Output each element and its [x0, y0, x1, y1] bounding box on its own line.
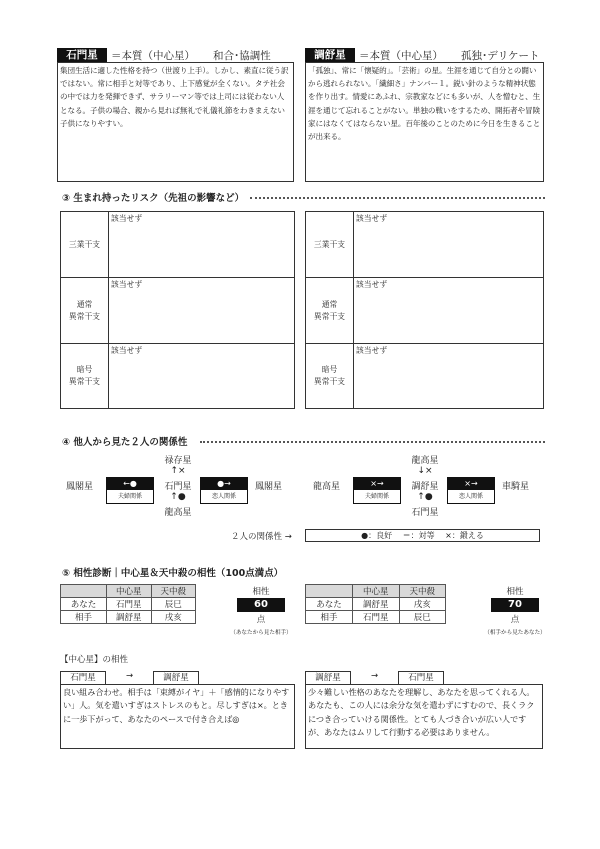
star-meaning: ＝本質（中心星） — [111, 49, 195, 62]
star-header-1 — [57, 48, 271, 62]
star-header-2 — [305, 48, 540, 62]
compat-col-header: 天中殺 — [399, 585, 446, 598]
relation-bottom-star: 石門星 — [411, 508, 439, 518]
spouse-relation-box — [106, 477, 154, 504]
risk-label-line: 異常干支 — [68, 377, 101, 386]
lover-relation-box — [447, 477, 495, 504]
risk-label — [61, 344, 109, 409]
center-compat-box — [60, 684, 295, 749]
risk-label-line: 通常 — [321, 299, 338, 309]
risk-row — [61, 212, 295, 278]
compat-table-1 — [60, 584, 196, 624]
compat-tenchusatsu: 戌亥 — [399, 598, 446, 611]
compat-row — [306, 598, 446, 611]
score-label: 相性 — [252, 587, 270, 597]
score-value: 70 — [491, 598, 539, 612]
compat-score-2 — [480, 585, 550, 636]
star-description-box — [57, 62, 294, 182]
compat-who: 相手 — [61, 611, 107, 624]
center-compat-text: 少々難しい性格のあなたを理解し、あなたを思ってくれる人。あなたも、この人には余分な気を遣わずにすむので、長くラクにつき合っていける関係性。とても人づき合いが広い人ですが、あなたはムリして行動する必要はありません。 — [308, 687, 535, 738]
relation-top-arrow: ↓× — [417, 466, 433, 476]
risk-table-1 — [60, 211, 295, 409]
to-star-tag: 調舒星 — [153, 671, 199, 684]
star-trait: 和合･協調性 — [213, 49, 271, 62]
compat-row — [306, 611, 446, 624]
relation-bottom-arrow: ↑● — [417, 492, 433, 502]
compat-header-row — [61, 585, 196, 598]
risk-label: 三業干支 — [306, 212, 354, 278]
relation-right-star: 鳳閣星 — [255, 482, 283, 492]
compat-header-row — [306, 585, 446, 598]
relation-bottom-arrow: ↑● — [170, 492, 186, 502]
risk-value: 該当せず — [109, 344, 295, 409]
risk-label-line: 異常干支 — [313, 311, 346, 321]
compat-who: あなた — [61, 598, 107, 611]
relation-center-star: 石門星 — [164, 482, 192, 492]
lover-relation-symbol: ×→ — [448, 478, 494, 490]
score-note: （相手から見たあなた） — [484, 630, 546, 636]
risk-value: 該当せず — [354, 212, 544, 278]
compat-star: 調舒星 — [353, 598, 400, 611]
spouse-relation-label: 夫婦関係 — [117, 493, 142, 500]
compat-col-header: 中心星 — [353, 585, 400, 598]
compat-tenchusatsu: 辰巳 — [399, 611, 446, 624]
star-description: 「孤独」、常に「懐疑的」。「芸術」の星。生涯を通じて自分との闘いから逃れられない。「繊細さ」ナンバー１。鋭い針のような精神状態を作り出す。情愛にあふれ、宗教家などにも多いが、人を憎むと、生涯を通じて忘れることがない。単独の戦いをするため、開拓者や冒険家にはなくてはならない星。百年後のことのために今日を生きることが出来る。 — [308, 66, 541, 142]
compat-corner — [61, 585, 107, 598]
risk-row — [306, 344, 544, 409]
spouse-relation-box — [353, 477, 401, 504]
relation-center-star: 調舒星 — [411, 482, 439, 492]
dotted-divider — [250, 197, 545, 199]
risk-label — [306, 344, 354, 409]
risk-row — [306, 278, 544, 344]
score-label: 相性 — [506, 587, 524, 597]
from-star-tag: 調舒星 — [305, 671, 351, 684]
risk-label-line: 暗号 — [76, 365, 93, 374]
risk-label-line: 異常干支 — [68, 311, 101, 321]
risk-value: 該当せず — [354, 344, 544, 409]
compat-score-1 — [226, 585, 296, 636]
compat-corner — [306, 585, 353, 598]
risk-table-2 — [305, 211, 544, 409]
spouse-relation-symbol: ←● — [107, 478, 153, 490]
compat-row — [61, 598, 196, 611]
risk-row — [306, 212, 544, 278]
spouse-relation-symbol: ×→ — [354, 478, 400, 490]
section-heading-compat: ⑤ 相性診断｜中心星＆天中殺の相性（100点満点） — [62, 568, 284, 579]
risk-label: 三業干支 — [61, 212, 109, 278]
compat-star: 調舒星 — [107, 611, 152, 624]
compat-star: 石門星 — [353, 611, 400, 624]
risk-label — [306, 278, 354, 344]
section-heading-relation: ④ 他人から見た２人の関係性 — [62, 437, 188, 448]
compat-table-2 — [305, 584, 446, 624]
compat-arrow: → — [126, 671, 134, 681]
center-compat-box — [305, 684, 543, 749]
dotted-divider — [200, 441, 545, 443]
star-meaning: ＝本質（中心星） — [359, 49, 443, 62]
risk-label-line: 暗号 — [321, 365, 338, 374]
score-unit: 点 — [256, 615, 266, 625]
risk-row — [61, 344, 295, 409]
center-compat-text: 良い組み合わせ。相手は「束縛がイヤ」＋「感情的になりやすい」人。気を遣いすぎはストレスのもと。尽しすぎは×。ときに一歩下がって、あなたのペースで付き合えば◎ — [63, 687, 290, 724]
star-name: 石門星 — [57, 48, 107, 62]
lover-relation-symbol: ●→ — [201, 478, 247, 490]
section-heading-risk: ③ 生まれ持ったリスク（先祖の影響など） — [62, 193, 245, 204]
risk-value: 該当せず — [109, 278, 295, 344]
score-value: 60 — [237, 598, 285, 612]
star-name: 調舒星 — [305, 48, 355, 62]
compat-who: あなた — [306, 598, 353, 611]
lover-relation-label: 恋人関係 — [458, 493, 483, 500]
relation-left-star: 龍高星 — [313, 482, 341, 492]
lover-relation-box — [200, 477, 248, 504]
compat-tenchusatsu: 辰巳 — [151, 598, 196, 611]
compat-col-header: 中心星 — [107, 585, 152, 598]
legend-label: ２人の関係性 → — [231, 532, 292, 542]
compat-row — [61, 611, 196, 624]
compat-arrow: → — [371, 671, 379, 681]
risk-value: 該当せず — [354, 278, 544, 344]
risk-label — [61, 278, 109, 344]
center-compat-title: 【中心星】の相性 — [60, 655, 129, 665]
to-star-tag: 石門星 — [398, 671, 444, 684]
from-star-tag: 石門星 — [60, 671, 106, 684]
star-description-box — [305, 62, 544, 182]
risk-value: 該当せず — [109, 212, 295, 278]
spouse-relation-label: 夫婦関係 — [364, 493, 389, 500]
compat-col-header: 天中殺 — [151, 585, 196, 598]
risk-row — [61, 278, 295, 344]
score-unit: 点 — [510, 615, 520, 625]
compat-star: 石門星 — [107, 598, 152, 611]
legend-box: ●：良好 ＝：対等 ×：鍛える — [305, 529, 540, 542]
relation-right-star: 車騎星 — [502, 482, 530, 492]
compat-who: 相手 — [306, 611, 353, 624]
compat-tenchusatsu: 戌亥 — [151, 611, 196, 624]
relation-top-arrow: ↑× — [170, 466, 186, 476]
relation-bottom-star: 龍高星 — [164, 508, 192, 518]
risk-label-line: 異常干支 — [313, 377, 346, 386]
star-trait: 孤独･デリケート — [461, 49, 540, 62]
star-description: 集団生活に適した性格を持つ（世渡り上手）。しかし、素直に従う訳ではない。常に相手と対等であり、上下感覚が全くない。タテ社会の中では力を発揮できず、サラリーマン等では上司には従わない人となる。子供の場合、親から見れば無礼で礼儀礼節をわきまえない子供になりやすい。 — [60, 66, 289, 128]
relation-top-star: 龍高星 — [411, 456, 439, 466]
score-note: （あなたから見た相手） — [230, 630, 292, 636]
relation-left-star: 鳳閣星 — [66, 482, 94, 492]
relation-top-star: 禄存星 — [164, 456, 192, 466]
risk-label-line: 通常 — [76, 299, 93, 309]
lover-relation-label: 恋人関係 — [211, 493, 236, 500]
